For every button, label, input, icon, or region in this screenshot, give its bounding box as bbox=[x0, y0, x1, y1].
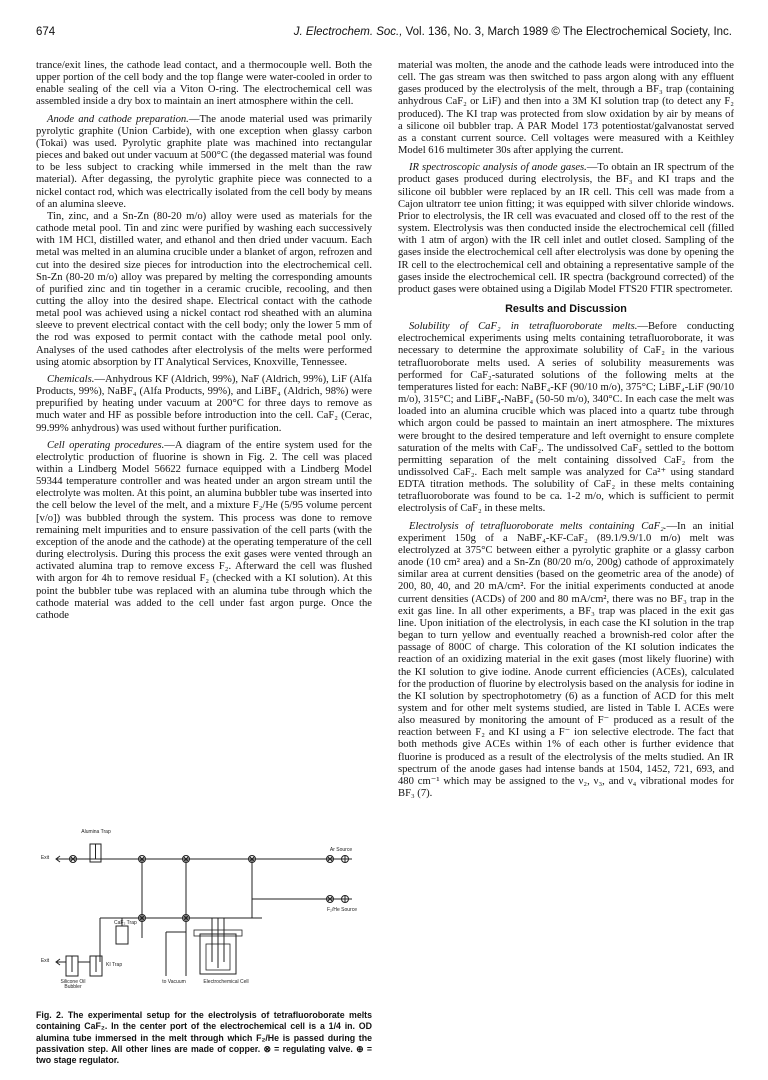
figure-caption bbox=[36, 1010, 372, 1066]
left-column bbox=[36, 60, 372, 622]
paragraph: Tin, zinc, and a Sn-Zn (80-20 m/o) alloy were used as materials for the cathode metal pool. Tin and zinc were purified by washing each successively with 1M HCl, distilled water, and ethanol and then dried under vacuum. Each metal was melted in an alumina crucible under a blanket of argon, refrozen and cut into the desired size pieces for introduction into the electrochemical cell. Sn-Zn (80-20 m/o) alloy was prepared by melting the corresponding amounts of purified zinc and tin together in a ceramic crucible, recooling, and then cutting the alloy into the desired shape. Electrical contact with the cathode metal pool was achieved using a nickel contact rod sheathed with an alumina sleeve to prevent electrical contact with the cell body; only the lower 5 mm of the rod was exposed to permit contact with the cathode metal pool only. Analyses of the used cathodes after electrolysis of the melts were performed using atomic absorption by IT Analytical Services, Knoxville, Tennessee. bbox=[36, 210, 372, 368]
section-title: Results and Discussion bbox=[505, 302, 627, 315]
label-ki-trap: KI Trap bbox=[106, 962, 123, 968]
run-in-heading: Solubility of CaF₂ in tetrafluoroborate melts. bbox=[409, 321, 638, 333]
label-to-vacuum: to Vacuum bbox=[162, 979, 186, 985]
run-in-heading: Cell operating procedures. bbox=[47, 439, 165, 451]
caption-text: The experimental setup for the electrolysis of tetrafluoroborate melts containing CaF₂. In the center port of the electrochemical cell is a 1/4 in. OD alumina tube immersed in the melt through which F₂/He is passed during the passivation step. All other lines are made of copper. ⊗ = regulating valve. ⊕ = two stage regulator. bbox=[36, 1010, 372, 1066]
paragraph: material was molten, the anode and the cathode leads were introduced into the cell. The gas stream was then switched to pass argon along with any effluent gases produced by the electrolysis of the melt, through a BF₃ trap (containing anhydrous CaF₂ or LiF) and then into a 3M KI solution trap (to detect any F₂ produced). The KI trap was protected from slow oxidation by air by means of a silicone oil bubbler trap. A PAR Model 173 potentiostat/galvanostat served as a constant current source. Cell voltages were measured with a Keithley Model 616 multimeter 30s after applying the current. bbox=[398, 60, 734, 157]
label-silicone-oil-bubbler: Silicone Oil Bubbler bbox=[60, 979, 86, 991]
paragraph: Electrolysis of tetrafluoroborate melts containing CaF₂.—In an initial experiment 150g of a NaBF₄-KF-CaF₂ (89.1/9.9/1.0 m/o) melt was electrolyzed at 375°C between either a pyrolytic graphite or a glassy carbon anode (10 cm² area) and a Sn-Zn (80/20 m/o, 200g) cathode of approximately similar area at current densities (based on the geometric area of the anode) of 200, 80, 40, and 20 mA/cm². For the initial experiments conducted at anode current densities (ACDs) of 200 and 80 mA/cm², there was no BF₃ trap in the exit gas line. In all other experiments, a BF₃ trap was placed in the exit gas line. Upon initiation of the electrolysis, in each case the KI solution in the trap began to turn yellow and eventually reached a brownish-red color after the passage of 800C of charge. This coloration of the KI solution indicates the reaction of an oxidizing material in the exit gases (most likely fluorine) with the KI solution to give iodine. Anode current efficiencies (ACEs), calculated for the production of fluorine by electrolysis based on the analysis for iodine in the KI solution by spectrophotometry (6) as a function of ACD for this melt system and for other melt systems studied, are listed in Table I. ACEs were also measured by monitoring the amount of F⁻ produced as a result of the reaction between F₂ and KI using a F⁻ ion selective electrode. The fact that both methods give ACEs within 1% of each other is further evidence that fluorine is produced as a result of the electrolysis of the melts studied. An IR spectrum of the anode gases had intense bands at 1504, 1452, 721, 693, and 480 cm⁻¹ which may be assigned to the ν₂, ν₃, and ν₄ vibrational modes for BF₃ (7). bbox=[398, 520, 734, 800]
paragraph: Anode and cathode preparation.—The anode material used was primarily pyrolytic graphite (Union Carbide), with one exception when glassy carbon (Tokai) was used. Pyrolytic graphite plate was machined into rectangular pieces and baked out under vacuum at 500°C (the degassed material was found to be less subject to cracking while immersed in the melt than the raw material). After degassing, the pyrolytic graphite piece was connected to a nickel contact rod, which was electrically isolated from the cell body by means of an alumina sleeve. bbox=[36, 113, 373, 210]
caf2-trap-vessel bbox=[116, 926, 128, 944]
paragraph: Chemicals.—Anhydrous KF (Aldrich, 99%), NaF (Aldrich, 99%), LiF (Alfa Products, 99%), NaBF₄ (Alfa Products, 99%), and LiBF₄ (Aldrich, 98%) were prepurified by heating under vacuum at 200°C for three days to remove as much water and HF as possible before introduction into the cell. CaF₂ (Cerac, 99.99% anhydrous) was used without further purification. bbox=[36, 373, 372, 434]
two-stage-regulator-icon bbox=[342, 896, 349, 903]
label-electrochemical-cell: Electrochemical Cell bbox=[203, 979, 249, 985]
run-in-heading: IR spectroscopic analysis of anode gases. bbox=[409, 162, 587, 174]
figure-experimental-setup bbox=[36, 822, 372, 1012]
paragraph: Solubility of CaF₂ in tetrafluoroborate melts.—Before conducting electrochemical experiments using melts containing tetrafluoroborate, it was necessary to determine the approximate solubility of CaF₂ in the various tetrafluoroborate melts used. A series of solubility measurements was performed for CaF₂-saturated solutions of the following melts at the temperatures listed for each: NaBF₄-KF (90/10 m/o), 375°C; LiBF₄-LiF (90/10 m/o), 315°C; and LiBF₄-NaBF₄ (50-50 m/o), 340°C. In each case the melt was loaded into an alumina crucible which was placed into a quartz tube through which argon could be passed to maintain an inert atmosphere. The mixtures were brought to the desired temperature and left overnight to ensure complete saturation of the melts with CaF₂. The undissolved CaF₂ settled to the bottom permitting separation of the melt containing dissolved CaF₂ from the undissolved CaF₂. Each melt sample was analyzed for Ca²⁺ using standard EDTA titration methods. The solubility of CaF₂ in these melts containing tetrafluoroborate was found to be ca. 1-2 m/o, which is sufficient to permit electrolysis of CaF₂ in these melts. bbox=[398, 321, 734, 515]
journal-citation bbox=[294, 26, 732, 38]
run-in-heading: Anode and cathode preparation. bbox=[47, 113, 189, 125]
running-header bbox=[36, 26, 732, 42]
page-number: 674 bbox=[36, 26, 56, 38]
paragraph: Cell operating procedures.—A diagram of the entire system used for the electrolytic production of fluorine is shown in Fig. 2. The cell was placed within a Lindberg Model 56622 furnace equipped with a Lindberg Model 59344 temperature controller and was heated under an argon stream until the electrolyte was molten. At this point, an alumina bubbler tube was inserted into the cell below the level of the melt, and a mixture F₂/He (5/95 volume percent [v/o]) was bubbled through the system. This process was done to remove remaining melt impurities and to ensure passivation of the cell parts (with the exception of the anode and the cathode) at the operating temperature of the cell during electrolysis. During this process the exit gases were vented through an activated alumina trap to remove excess F₂. Afterward the cell was flushed with argon for 4h to remove residual F₂ (checked with a KI solution). At this point the bubbler tube was replaced with an alumina tube through which the cathode material was added to the cell under fast argon purge. Once the cathode bbox=[36, 439, 372, 621]
run-in-heading: Chemicals. bbox=[47, 373, 95, 385]
journal-name: J. Electrochem. Soc., bbox=[293, 26, 403, 38]
label-f2he-source: F₂/He Source bbox=[326, 907, 357, 913]
caption-label: Fig. 2. bbox=[36, 1010, 64, 1020]
label-exit-bottom: Exit bbox=[40, 958, 50, 964]
paragraph: trance/exit lines, the cathode lead contact, and a thermocouple well. Both the upper portion of the cell body and the top flange were water-cooled in order to enable sealing of the cell via a Viton O-ring. The electrochemical cell was assembled inside a dry box to maintain an inert atmosphere within the cell. bbox=[36, 60, 372, 108]
label-exit-top: Exit bbox=[40, 855, 50, 861]
paragraph: IR spectroscopic analysis of anode gases.—To obtain an IR spectrum of the product gases produced during electrolysis, the BF₃ and KI traps and the silicone oil bubbler were replaced by an IR cell. This cell was made from a Cajon ultratorr tee union fitting; it was equipped with silver chloride windows. Prior to electrolysis, the IR cell was evacuated and closed off to the rest of the system. Electrolysis was then conducted inside the electrochemical cell (filled with 1 atm of argon) with the IR cell inlet and outlet closed. Sampling of the gases inside the electrochemical cell after electrolysis was done by opening the IR cell to the electrochemical cell and obtaining a representative sample of the gases inside the electrochemical cell. IR spectra (background corrected) of the product gases were obtained using a Digilab Model FTS20 FTIR spectrometer. bbox=[398, 162, 734, 295]
two-stage-regulator-icon bbox=[342, 856, 349, 863]
label-caf2-trap: CaF₂ Trap bbox=[114, 920, 137, 926]
label-alumina-trap: Alumina Trap bbox=[81, 829, 111, 835]
journal-issue: Vol. 136, No. 3, March 1989 © The Electrochemical Society, Inc. bbox=[405, 26, 732, 38]
run-in-heading: Electrolysis of tetrafluoroborate melts containing CaF₂. bbox=[409, 520, 667, 532]
label-ar-source: Ar Source bbox=[329, 847, 353, 853]
right-column bbox=[398, 60, 734, 800]
